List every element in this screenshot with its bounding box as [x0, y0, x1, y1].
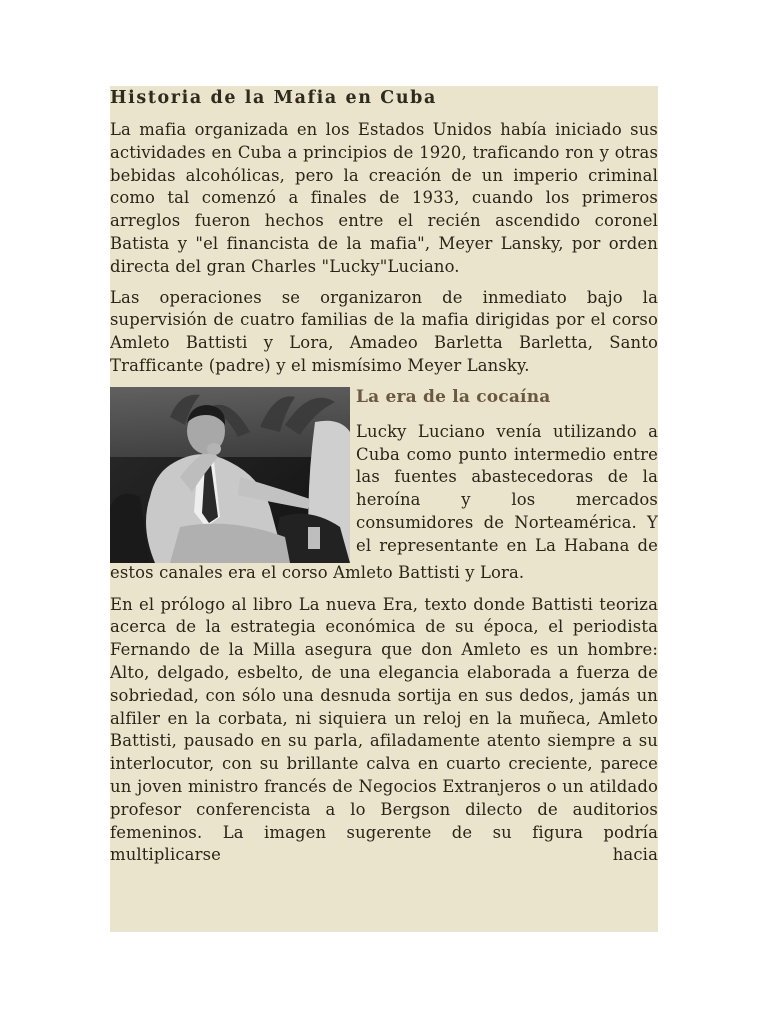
document-page — [110, 86, 658, 932]
cocaine-section — [110, 386, 658, 562]
paragraph-intro: La mafia organizada en los Estados Unidos había iniciado sus actividades en Cuba a principios de 1920, traficando ron y otras bebidas alcohólicas, pero la creación de un imperio criminal como tal comenzó a finales de 1933, cuando los primeros arreglos fueron hechos entre el recién ascendido coronel Batista y "el financista de la mafia", Meyer Lansky, por orden directa del gran Charles "Lucky"Luciano. — [110, 120, 658, 276]
document-title: Historia de la Mafia en Cuba — [110, 88, 437, 108]
lucky-luciano-photo — [110, 387, 350, 563]
paragraph-operations: Las operaciones se organizaron de inmediato bajo la supervisión de cuatro familias de la mafia dirigidas por el corso Amleto Battisti y Lora, Amadeo Barletta Barletta, Santo Trafficante (padre) y el mismísimo Meyer Lansky. — [110, 287, 658, 375]
paragraph-prologue: En el prólogo al libro La nueva Era, texto donde Battisti teoriza acerca de la estrategia económica de su época, el periodista Fernando de la Milla asegura que don Amleto es un hombre: Alto, delgado, esbelto, de una elegancia elaborada a fuerza de sobriedad, con sólo una desnuda sortija en sus dedos, jamás un alfiler en la corbata, ni siquiera un reloj en la muñeca, Amleto Battisti, pausado en su parla, afiladamente atento siempre a su interlocutor, con su brillante calva en cuarto creciente, parece un joven ministro francés de Negocios Extranjeros o un atildado profesor conferencista a lo Bergson dilecto de auditorios femeninos. La imagen sugerente de su figura podría multiplicarse hacia — [110, 594, 658, 865]
paragraph-cocaine-side: Lucky Luciano venía utilizando a Cuba como punto intermedio entre las fuentes abastecedoras de la heroína y los mercados consumidores de Norteamérica. Y el representante en La Habana de — [356, 421, 658, 555]
side-text — [356, 386, 658, 558]
section-heading: La era de la cocaína — [356, 386, 551, 407]
paragraph-cocaine-continued: estos canales era el corso Amleto Battisti y Lora. — [110, 562, 525, 582]
